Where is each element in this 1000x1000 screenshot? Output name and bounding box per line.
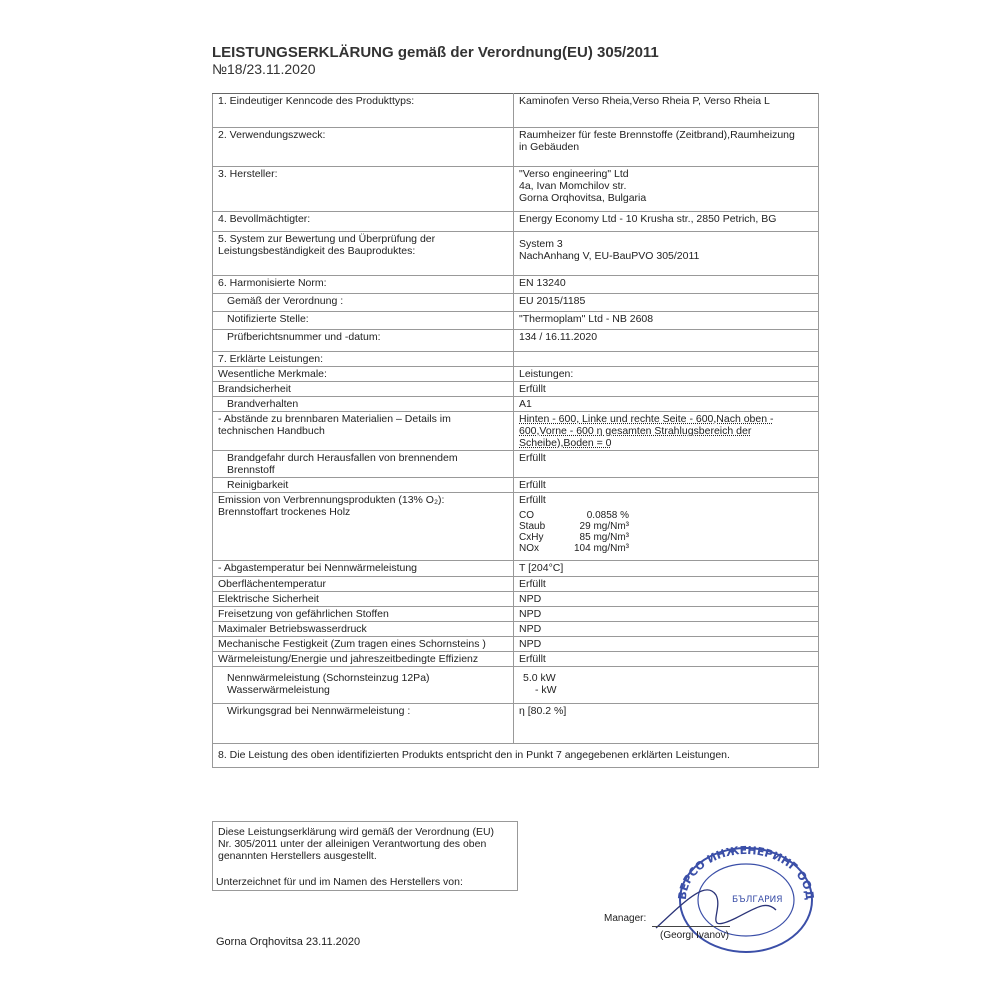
label-distances: [213, 412, 514, 451]
value-efficiency: η [80.2 %]: [514, 704, 819, 744]
value-falling-fuel: Erfüllt: [514, 451, 819, 478]
table-row: [213, 652, 819, 667]
value-reaction-to-fire: A1: [514, 397, 819, 412]
table-row: [213, 744, 819, 768]
value-line: System 3: [519, 238, 563, 250]
value-line: Scheibe),Boden = 0: [519, 437, 612, 449]
label-regulation: Gemäß der Verordnung :: [213, 294, 514, 312]
label-line: Brandgefahr durch Herausfallen von brennendem: [227, 452, 458, 464]
label-flue-gas-temp: - Abgastemperatur bei Nennwärmeleistung: [213, 561, 514, 577]
value-product-code: Kaminofen Verso Rheia,Verso Rheia P, Verso Rheia L: [514, 94, 819, 128]
manager-name: (Georgi Ivanov): [660, 930, 729, 941]
declaration-table: [212, 93, 819, 768]
table-row: [213, 212, 819, 232]
value-cleanability: Erfüllt: [514, 478, 819, 493]
table-row: [213, 367, 819, 382]
label-efficiency: Wirkungsgrad bei Nennwärmeleistung :: [213, 704, 514, 744]
table-row: [213, 167, 819, 212]
label-line: Brennstoffart trockenes Holz: [218, 506, 351, 518]
label-declared-performance: 7. Erklärte Leistungen:: [213, 352, 514, 367]
value-surface-temp: Erfüllt: [514, 577, 819, 592]
emission-key: CxHy: [519, 532, 544, 543]
label-surface-temp: Oberflächentemperatur: [213, 577, 514, 592]
label-electrical-safety: Elektrische Sicherheit: [213, 592, 514, 607]
value-line: Hinten - 600, Linke und rechte Seite - 600,Nach oben -: [519, 413, 774, 425]
value-line: 600,Vorne - 600 η gesamten Strahlugsbereich der: [519, 425, 752, 437]
table-row: [213, 382, 819, 397]
table-row: [213, 128, 819, 167]
svg-text:ВЕРСО ИНЖЕНЕРИНГ ООД: [676, 844, 816, 901]
table-row: [213, 397, 819, 412]
emission-values: [519, 510, 813, 554]
label-product-code: 1. Eindeutiger Kenncode des Produkttyps:: [213, 94, 514, 128]
table-row: [213, 478, 819, 493]
responsibility-statement: Diese Leistungserklärung wird gemäß der Verordnung (EU) Nr. 305/2011 unter der alleinigen Verantwortung des oben genannten Herstellers ausgestellt.: [218, 826, 495, 862]
value-intended-use: [514, 128, 819, 167]
value-line: NachAnhang V, EU-BauPVO 305/2011: [519, 250, 700, 262]
stamp-center-text: БЪЛГАРИЯ: [732, 895, 783, 905]
stamp-ring-text: ВЕРСО ИНЖЕНЕРИНГ ООД: [675, 843, 816, 901]
value-line: Erfüllt: [519, 494, 546, 506]
value-representative: Energy Economy Ltd - 10 Krusha str., 2850 Petrich, BG: [514, 212, 819, 232]
value-manufacturer: [514, 167, 819, 212]
table-row: [213, 493, 819, 561]
label-line: 5. System zur Bewertung und Überprüfung der: [218, 233, 436, 245]
document-number: №18/23.11.2020: [212, 61, 316, 77]
table-row: [213, 704, 819, 744]
value-distances: [514, 412, 819, 451]
label-water-pressure: Maximaler Betriebswasserdruck: [213, 622, 514, 637]
emission-value: 85 mg/Nm³: [579, 532, 629, 543]
label-line: technischen Handbuch: [218, 425, 325, 437]
manager-label: Manager:: [604, 913, 647, 924]
label-mechanical-strength: Mechanische Festigkeit (Zum tragen eines Schornsteins ): [213, 637, 514, 652]
label-harmonised-standard: 6. Harmonisierte Norm:: [213, 276, 514, 294]
signed-on-behalf: Unterzeichnet für und im Namen des Herstellers von:: [216, 876, 463, 888]
table-row: [213, 592, 819, 607]
value-line: in Gebäuden: [519, 141, 580, 153]
value-regulation: EU 2015/1185: [514, 294, 819, 312]
table-row: [213, 330, 819, 352]
table-row: [213, 232, 819, 276]
signature-line: [652, 926, 730, 927]
value-line: "Verso engineering" Ltd: [519, 168, 629, 180]
table-row: [213, 577, 819, 592]
place-and-date: Gorna Orqhovitsa 23.11.2020: [216, 936, 361, 948]
value-nominal-output: [514, 667, 819, 704]
label-line: - Abstände zu brennbaren Materialien – Details im: [218, 413, 451, 425]
value-harmonised-standard: EN 13240: [514, 276, 819, 294]
label-fire-safety: Brandsicherheit: [213, 382, 514, 397]
label-reaction-to-fire: Brandverhalten: [213, 397, 514, 412]
value-mechanical-strength: NPD: [514, 637, 819, 652]
emission-value: 29 mg/Nm³: [579, 521, 629, 532]
table-row: [213, 276, 819, 294]
value-line: - kW: [535, 684, 557, 696]
emission-key: NOx: [519, 543, 539, 554]
value-line: 4a, Ivan Momchilov str.: [519, 180, 627, 192]
label-line: Nennwärmeleistung (Schornsteinzug 12Pa): [227, 672, 430, 684]
table-row: [213, 637, 819, 652]
label-essential-characteristics: Wesentliche Merkmale:: [213, 367, 514, 382]
document-title: LEISTUNGSERKLÄRUNG gemäß der Verordnung(EU) 305/2011: [212, 44, 659, 61]
value-fire-safety: Erfüllt: [514, 382, 819, 397]
label-line: Leistungsbeständigkeit des Bauproduktes:: [218, 245, 416, 257]
table-row: [213, 667, 819, 704]
emission-value: 0.0858 %: [586, 510, 629, 521]
value-hazardous-substances: NPD: [514, 607, 819, 622]
table-row: [213, 352, 819, 367]
emission-value: 104 mg/Nm³: [573, 543, 629, 554]
table-row: [213, 622, 819, 637]
label-test-report: Prüfberichtsnummer und -datum:: [213, 330, 514, 352]
label-line: Brennstoff: [227, 464, 275, 476]
label-intended-use: 2. Verwendungszweck:: [213, 128, 514, 167]
value-line: Gorna Orqhovitsa, Bulgaria: [519, 192, 647, 204]
label-manufacturer: 3. Hersteller:: [213, 167, 514, 212]
emission-key: Staub: [519, 521, 546, 532]
label-line: Emission von Verbrennungsprodukten (13% O₂):: [218, 494, 445, 506]
label-representative: 4. Bevollmächtigter:: [213, 212, 514, 232]
label-nominal-output: [213, 667, 514, 704]
value-water-pressure: NPD: [514, 622, 819, 637]
label-falling-fuel: [213, 451, 514, 478]
label-assessment-system: [213, 232, 514, 276]
label-notified-body: Notifizierte Stelle:: [213, 312, 514, 330]
label-line: Wasserwärmeleistung: [227, 684, 330, 696]
table-row: [213, 312, 819, 330]
table-row: [213, 561, 819, 577]
value-flue-gas-temp: T [204°C]: [514, 561, 819, 577]
company-stamp: [646, 840, 816, 960]
empty-cell: [514, 352, 819, 367]
label-cleanability: Reinigbarkeit: [213, 478, 514, 493]
value-electrical-safety: NPD: [514, 592, 819, 607]
value-thermal-output: Erfüllt: [514, 652, 819, 667]
value-line: 5.0 kW: [523, 672, 556, 684]
label-performance: Leistungen:: [514, 367, 819, 382]
value-assessment-system: [514, 232, 819, 276]
table-row: [213, 412, 819, 451]
emission-key: CO: [519, 510, 534, 521]
conformity-statement: 8. Die Leistung des oben identifizierten Produkts entspricht den in Punkt 7 angegebenen erklärten Leistungen.: [213, 744, 819, 768]
label-hazardous-substances: Freisetzung von gefährlichen Stoffen: [213, 607, 514, 622]
value-line: Raumheizer für feste Brennstoffe (Zeitbrand),Raumheizung: [519, 129, 795, 141]
value-notified-body: "Thermoplam" Ltd - NB 2608: [514, 312, 819, 330]
value-emissions: [514, 493, 819, 561]
table-row: [213, 94, 819, 128]
table-row: [213, 607, 819, 622]
label-thermal-output: Wärmeleistung/Energie und jahreszeitbedingte Effizienz: [213, 652, 514, 667]
value-test-report: 134 / 16.11.2020: [514, 330, 819, 352]
label-emissions: [213, 493, 514, 561]
table-row: [213, 294, 819, 312]
table-row: [213, 451, 819, 478]
